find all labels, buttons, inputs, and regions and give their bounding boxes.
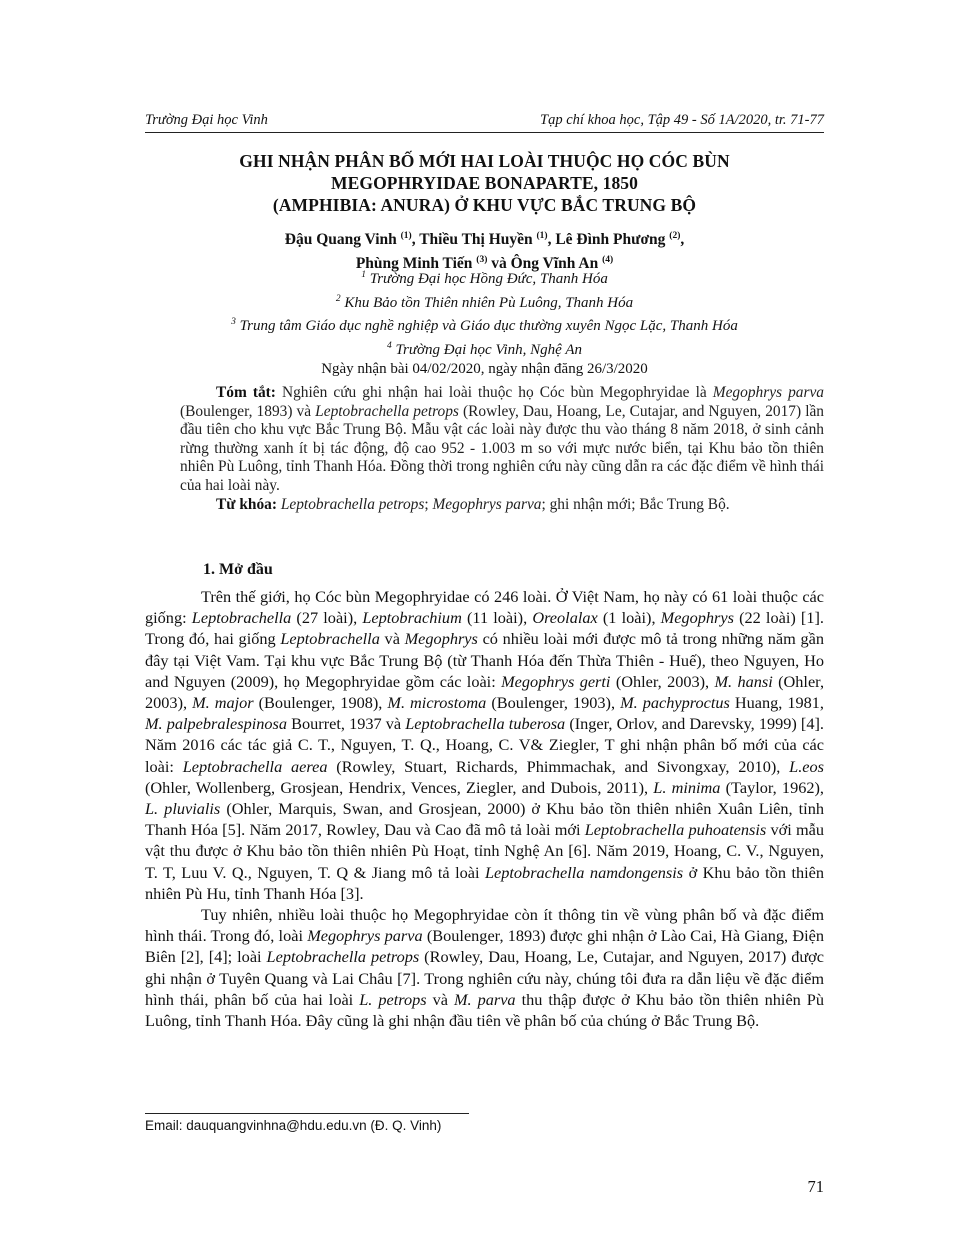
species-name: L. pluvialis [145,799,221,819]
affiliation-2 [145,290,824,314]
affiliation-text: Trường Đại học Hồng Đức, Thanh Hóa [369,271,608,287]
footnote-email: Email: dauquangvinhna@hdu.edu.vn (Đ. Q. Vinh) [145,1118,442,1133]
author-affiliation-mark: (1) [536,231,548,241]
body-text [145,586,824,1031]
species-name: M. microstoma [387,693,487,713]
affiliation-4 [145,337,824,361]
body-text-run: (Ohler, 2003), [145,671,825,713]
affiliation-text: Khu Bảo tồn Thiên nhiên Pù Luông, Thanh Hóa [344,294,634,311]
species-name: Megophrys gerti [501,671,611,691]
author-line-1: Đậu Quang Vinh $^{(1)}$, Thiều Thị Huyền $^{(1)}$, Lê Đình Phương $^{(2)}$, [284,231,685,249]
author-name: Đậu Quang Vinh [284,231,397,249]
affiliation-number: 4 [387,340,392,351]
author-affiliation-mark: (4) [602,255,614,266]
species-name: Megophrys [404,629,478,649]
body-text-run: Bourret, 1937 và [291,714,402,734]
affiliation-number: 2 [335,293,341,304]
species-name: M. hansi [714,671,773,691]
species-name: Leptobrachium [362,608,462,628]
body-text-run: (Ohler, Wollenberg, Grosjean, Hendrix, Vences, Ziegler, and Dubois, 2011), [145,777,649,797]
abstract-paragraph [180,384,824,496]
body-text-run: (Rowley, Stuart, Richards, Phimmachak, and Sivongxay, 2010), [336,756,781,776]
keyword-separator: ; [424,495,429,513]
body-paragraph-2 [145,904,824,1031]
author-affiliation-mark: (1) [400,231,412,241]
author-name: Lê Đình Phương [555,231,666,249]
species-name: Leptobrachella puhoatensis [584,820,767,840]
body-text-run: (Ohler, Marquis, Swan, and Grosjean, 2000) ở Khu bảo tồn thiên nhiên Xuân Liên, tỉnh Thanh Hóa [5]. Năm 2017, Rowley, Dau và Cao đã mô tả loài mới [145,799,824,840]
keyword: Leptobrachella petrops [280,495,425,513]
species-name: L. petrops [359,989,427,1009]
body-text-run: và [432,989,448,1009]
title-line-2: MEGOPHRYIDAE BONAPARTE, 1850 [330,173,639,193]
species-name: Megophrys parva [307,926,423,946]
affiliation-number: 3 [231,317,236,327]
species-name: M. major [192,693,254,713]
affiliation-1 [145,266,824,290]
body-text-run: (Inger, Orlov, and Darevsky, 1999) [4]. Năm 2016 các tác giả C. T., Nguyen, T. Q., Hoang, C. V& Ziegler, T ghi nhận phân bố mới của các loài: [145,714,824,776]
author-name: Thiều Thị Huyền [419,231,533,249]
header-journal: Tạp chí khoa học, Tập 49 - Số 1A/2020, tr. 71-77 [540,112,824,128]
section-heading: 1. Mở đầu [203,561,273,578]
species-name: Leptobrachella petrops [315,402,459,420]
body-text-run: (Ohler, 2003), [615,671,710,691]
keywords-label: Từ khóa: [216,495,277,513]
species-name: Megophrys [660,608,734,628]
affiliation-text: Trường Đại học Vinh, Nghệ An [395,341,582,358]
species-name: L.eos [789,756,824,776]
body-text-run: và [384,629,400,649]
species-name: Leptobrachella aerea [182,756,328,776]
species-name: M. pachyproctus [620,693,730,713]
species-name: M. parva [453,989,516,1009]
title-line-1: GHI NHẬN PHÂN BỐ MỚI HAI LOÀI THUỘC HỌ CÓC BÙN [239,151,730,171]
affiliation-3 [145,313,824,337]
species-name: L. minima [653,777,721,797]
body-text-run: (Boulenger, 1908), [258,693,383,713]
body-text-run: (Boulenger, 1893) được ghi nhận ở Lào Cai, Hà Giang, Điện Biên [2], [4]; loài [145,926,824,967]
body-text-run: (22 loài) [1]. Trong đó, hai giống [145,608,824,649]
page-number: 71 [807,1177,824,1196]
abstract-text: (Rowley, Dau, Hoang, Le, Cutajar, and Nguyen, 2017) lần đầu tiên cho khu vực Bắc Trung Bộ. Mẫu vật các loài này được thu vào tháng 8 năm 2018, ở sinh cảnh rừng thường xanh ít bị tác động, độ cao 952 - 1.003 m so với mực nước biển, tại Khu bảo tồn thiên nhiên Pù Luông, tỉnh Thanh Hóa. Đồng thời trong nghiên cứu này cũng dẫn ra các đặc điểm về hình thái của hai loài này. [180,402,824,494]
author-joiner: và [491,255,507,273]
running-header [145,112,824,133]
species-name: M. palpebralespinosa [145,714,288,734]
body-text-run: ở Khu bảo tồn thiên nhiên Pù Hu, tỉnh Thanh Hóa [3]. [145,862,824,903]
body-text-run: Trên thế giới, họ Cóc bùn Megophryidae có 246 loài. Ở Việt Nam, họ này có 61 loài thuộc các giống: [145,587,824,628]
author-affiliation-mark: (2) [669,231,681,241]
abstract-text: Nghiên cứu ghi nhận hai loài thuộc họ Cóc bùn Megophryidae là [282,384,707,401]
affiliation-list [145,266,824,380]
body-text-run: có nhiều loài mới được mô tả trong những năm gần đây tại Việt Vam. Tại khu vực Bắc Trung Bộ (từ Thanh Hóa đến Thừa Thiên - Huế), theo Nguyen, Ho and Nguyen (2009), họ Megophryidae gồm các loài: [145,629,824,691]
body-text-run: (Boulenger, 1903), [491,693,616,713]
keyword: Megophrys parva [432,495,542,513]
body-text-run: Tuy nhiên, nhiều loài thuộc họ Megophryidae còn ít thông tin về vùng phân bố và đặc điểm hình thái. Trong đó, loài [145,905,824,946]
species-name: Oreolalax [532,608,598,628]
footnote-divider [145,1113,469,1114]
body-text-run: (11 loài), [467,608,528,628]
affiliation-number: 1 [361,270,366,280]
body-text-run: (Taylor, 1962), [725,777,824,797]
body-paragraph-1 [145,586,824,904]
abstract-text: (Boulenger, 1893) và [180,402,312,420]
species-name: Leptobrachella petrops [266,947,420,967]
affiliation-text: Trung tâm Giáo dục nghề nghiệp và Giáo dục thường xuyên Ngọc Lặc, Thanh Hóa [239,318,738,334]
author-name: Ông Vĩnh An [510,255,599,273]
body-text-run: với mẫu vật thu được ở Khu bảo tồn thiên nhiên Pù Hoạt, tỉnh Nghệ An [6]. Năm 2019, Hoang, C. V., Nguyen, T. T, Luu V. Q., Nguyen, T. Q & Jiang mô tả loài [145,820,824,882]
species-name: Leptobrachella [191,608,292,628]
body-text-run: thu thập được ở Khu bảo tồn thiên nhiên Pù Luông, tỉnh Thanh Hóa. Đây cũng là ghi nhận đầu tiên về phân bố của chúng ở Bắc Trung Bộ. [145,989,825,1031]
species-name: Megophrys parva [712,384,824,401]
author-name: Phùng Minh Tiến [355,255,473,273]
abstract [180,384,824,514]
keyword: ; ghi nhận mới; Bắc Trung Bộ. [541,495,730,513]
body-text-run: Huang, 1981, [734,693,824,713]
body-text-run: (Rowley, Dau, Hoang, Le, Cutajar, and Nguyen, 2017) được ghi nhận ở Tuyên Quang và Lai Châu [7]. Trong nghiên cứu này, chúng tôi đưa ra dẫn liệu về đặc điểm hình thái, phân bố của hai loài [145,947,825,1009]
species-name: Leptobrachella tuberosa [405,714,566,734]
header-institution: Trường Đại học Vinh [145,112,268,128]
body-text-run: (27 loài), [296,608,358,628]
species-name: Leptobrachella namdongensis [484,862,684,882]
species-name: Leptobrachella [280,629,380,649]
paper-title [145,150,824,216]
title-line-3: (AMPHIBIA: ANURA) Ở KHU VỰC BẮC TRUNG BỘ [272,195,697,215]
author-affiliation-mark: (3) [476,255,488,266]
abstract-label: Tóm tắt: [216,384,276,401]
keywords [180,496,824,515]
body-text-run: (1 loài), [602,608,656,628]
received-dates: Ngày nhận bài 04/02/2020, ngày nhận đăng 26/3/2020 [321,361,648,377]
